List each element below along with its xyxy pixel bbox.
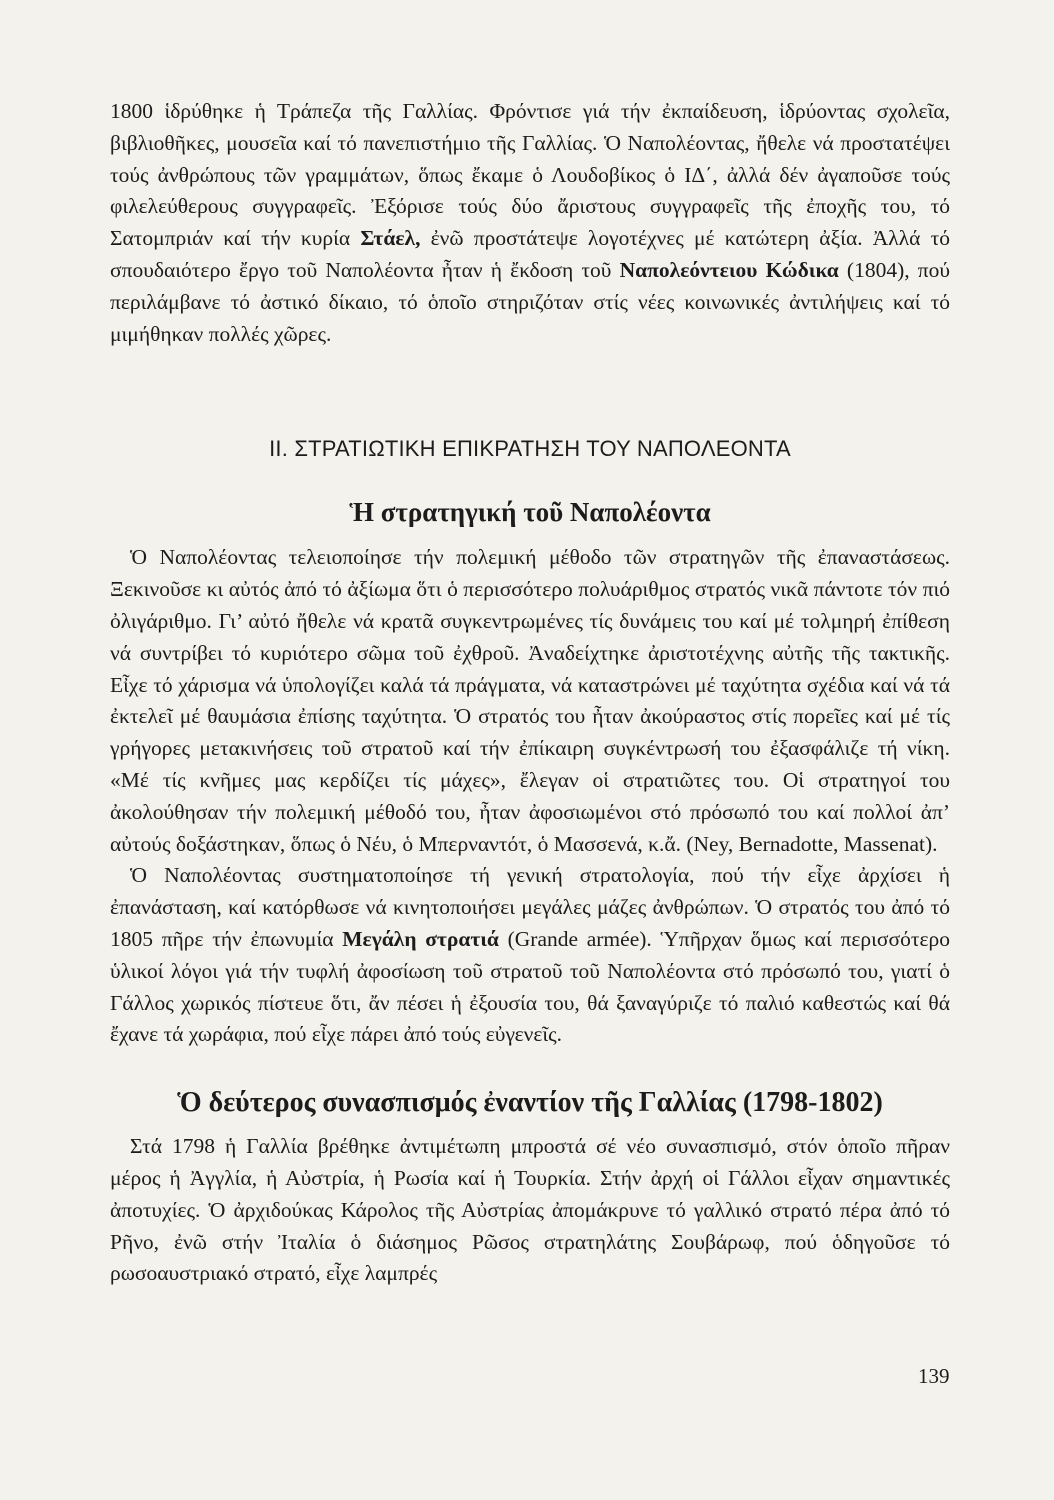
paragraph-conscription bbox=[110, 860, 950, 1051]
paragraph-text: 1800 ἱδρύθηκε ἡ Τράπεζα τῆς Γαλλίας. Φρόντισε γιά τήν ἐκπαίδευση, ἱδρύοντας σχολεῖα, βιβλιοθῆκες, μουσεῖα καί τό πανεπιστήμιο τῆς Γαλλίας. Ὁ Ναπολέοντας, ἤθελε νά προστατέψει τούς ἀνθρώπους τῶν γραμμάτων, ὅπως ἔκαμε ὁ Λουδοβίκος ὁ ΙΔ΄, ἀλλά δέν ἀγαποῦσε τούς φιλελεύθερους συγγραφεῖς. Ἐξόρισε τούς δύο ἄριστους συγγραφεῖς τῆς ἐποχῆς του, τό Σατομπριάν καί τήν κυρία bbox=[110, 99, 950, 251]
bold-term-grande-armee: Μεγάλη στρατιά bbox=[342, 926, 499, 951]
subheading-second-coalition: Ὁ δεύτερος συνασπισμός ἐναντίον τῆς Γαλλίας (1798-1802) bbox=[177, 1087, 883, 1119]
page-number: 139 bbox=[918, 1364, 950, 1388]
paragraph-education-code bbox=[110, 96, 950, 350]
section-title: II. ΣΤΡΑΤΙΩΤΙΚΗ ΕΠΙΚΡΑΤΗΣΗ ΤΟΥ ΝΑΠΟΛΕΟΝΤΑ bbox=[269, 436, 791, 462]
page-body bbox=[110, 96, 950, 1290]
paragraph-second-coalition: Στά 1798 ἡ Γαλλία βρέθηκε ἀντιμέτωπη μπροστά σέ νέο συνασπισμό, στόν ὁποῖο πῆραν μέρος ἡ Ἀγγλία, ἡ Αὐστρία, ἡ Ρωσία καί ἡ Τουρκία. Στήν ἀρχή οἱ Γάλλοι εἶχαν σημαντικές ἀποτυχίες. Ὁ ἀρχιδούκας Κάρολος τῆς Αὐστρίας ἀπομάκρυνε τό γαλλικό στρατό πέρα ἀπό τό Ρῆνο, ἐνῶ στήν Ἰταλία ὁ διάσημος Ρῶσος στρατηλάτης Σουβάρωφ, πού ὁδηγοῦσε τό ρωσοαυστριακό στρατό, εἶχε λαμπρές bbox=[110, 1134, 950, 1286]
paragraph-text: (Grande armée). Ὑπῆρχαν ὅμως καί περισσότερο ὑλικοί λόγοι γιά τήν τυφλή ἀφοσίωση τοῦ στρατοῦ τοῦ Ναπολέοντα στό πρόσωπό του, γιατί ὁ Γάλλος χωρικός πίστευε ὅτι, ἄν πέσει ἡ ἐξουσία του, θά ξαναγύριζε τό παλιό καθεστώς καί θά ἔχανε τά χωράφια, πού εἶχε πάρει ἀπό τούς εὐγενεῖς. bbox=[110, 926, 951, 1047]
paragraph-text: Ὁ Ναπολέοντας συστηματοποίησε τή γενική στρατολογία, πού τήν εἶχε ἀρχίσει ἡ ἐπανάσταση, καί κατόρθωσε νά κινητοποιήσει μεγάλες μάζες ἀνθρώπων. Ὁ στρατός του ἀπό τό 1805 πῆρε τήν ἐπωνυμία bbox=[110, 863, 950, 951]
bold-term-napoleonic-code: Ναπολεόντειου Κώδικα bbox=[619, 257, 839, 282]
paragraph-text: (1804), πού περιλάμβανε τό ἀστικό δίκαιο, τό ὁποῖο στηριζόταν στίς νέες κοινωνικές ἀντιλήψεις καί τό μιμήθηκαν πολλές χῶρες. bbox=[110, 257, 950, 346]
subheading-napoleon-strategy: Ἡ στρατηγική τοῦ Ναπολέοντα bbox=[349, 497, 711, 528]
bold-term-stael: Στάελ, bbox=[360, 226, 421, 251]
paragraph-strategy: Ὁ Ναπολέοντας τελειοποίησε τήν πολεμική μέθοδο τῶν στρατηγῶν τῆς ἐπαναστάσεως. Ξεκινοῦσε κι αὐτός ἀπό τό ἀξίωμα ὅτι ὁ περισσότερο πολυάριθμος στρατός νικᾶ πάντοτε τόν πιό ὀλιγάριθμο. Γι’ αὐτό ἤθελε νά κρατᾶ συγκεντρωμένες τίς δυνάμεις του καί μέ τολμηρή ἐπίθεση νά συντρίβει τό κυριότερο σῶμα τοῦ ἐχθροῦ. Ἀναδείχτηκε ἀριστοτέχνης αὐτῆς τῆς τακτικῆς. Εἶχε τό χάρισμα νά ὑπολογίζει καλά τά πράγματα, νά καταστρώνει μέ ταχύτητα σχέδια καί νά τά ἐκτελεῖ μέ θαυμάσια ἐπίσης ταχύτητα. Ὁ στρατός του ἦταν ἀκούραστος στίς πορεῖες καί μέ τίς γρήγορες μετακινήσεις τοῦ στρατοῦ καί τήν ἐπίκαιρη συγκέντρωσή του ἐξασφάλιζε τή νίκη. «Μέ τίς κνῆμες μας κερδίζει τίς μάχες», ἔλεγαν οἱ στρατιῶτες του. Οἱ στρατηγοί του ἀκολούθησαν τήν πολεμική μέθοδό του, ἦταν ἀφοσιωμένοι στό πρόσωπό του καί πολλοί ἀπ’ αὐτούς δοξάστηκαν, ὅπως ὁ Νέυ, ὁ Μπερναντότ, ὁ Μασσενά, κ.ἄ. (Ney, Bernadotte, Massenat). bbox=[110, 545, 950, 856]
paragraph-text: ἐνῶ προστάτεψε λογοτέχνες μέ κατώτερη ἀξία. Ἀλλά τό σπουδαιότερο ἔργο τοῦ Ναπολέοντα ἦταν ἡ ἔκδοση τοῦ bbox=[110, 226, 950, 282]
